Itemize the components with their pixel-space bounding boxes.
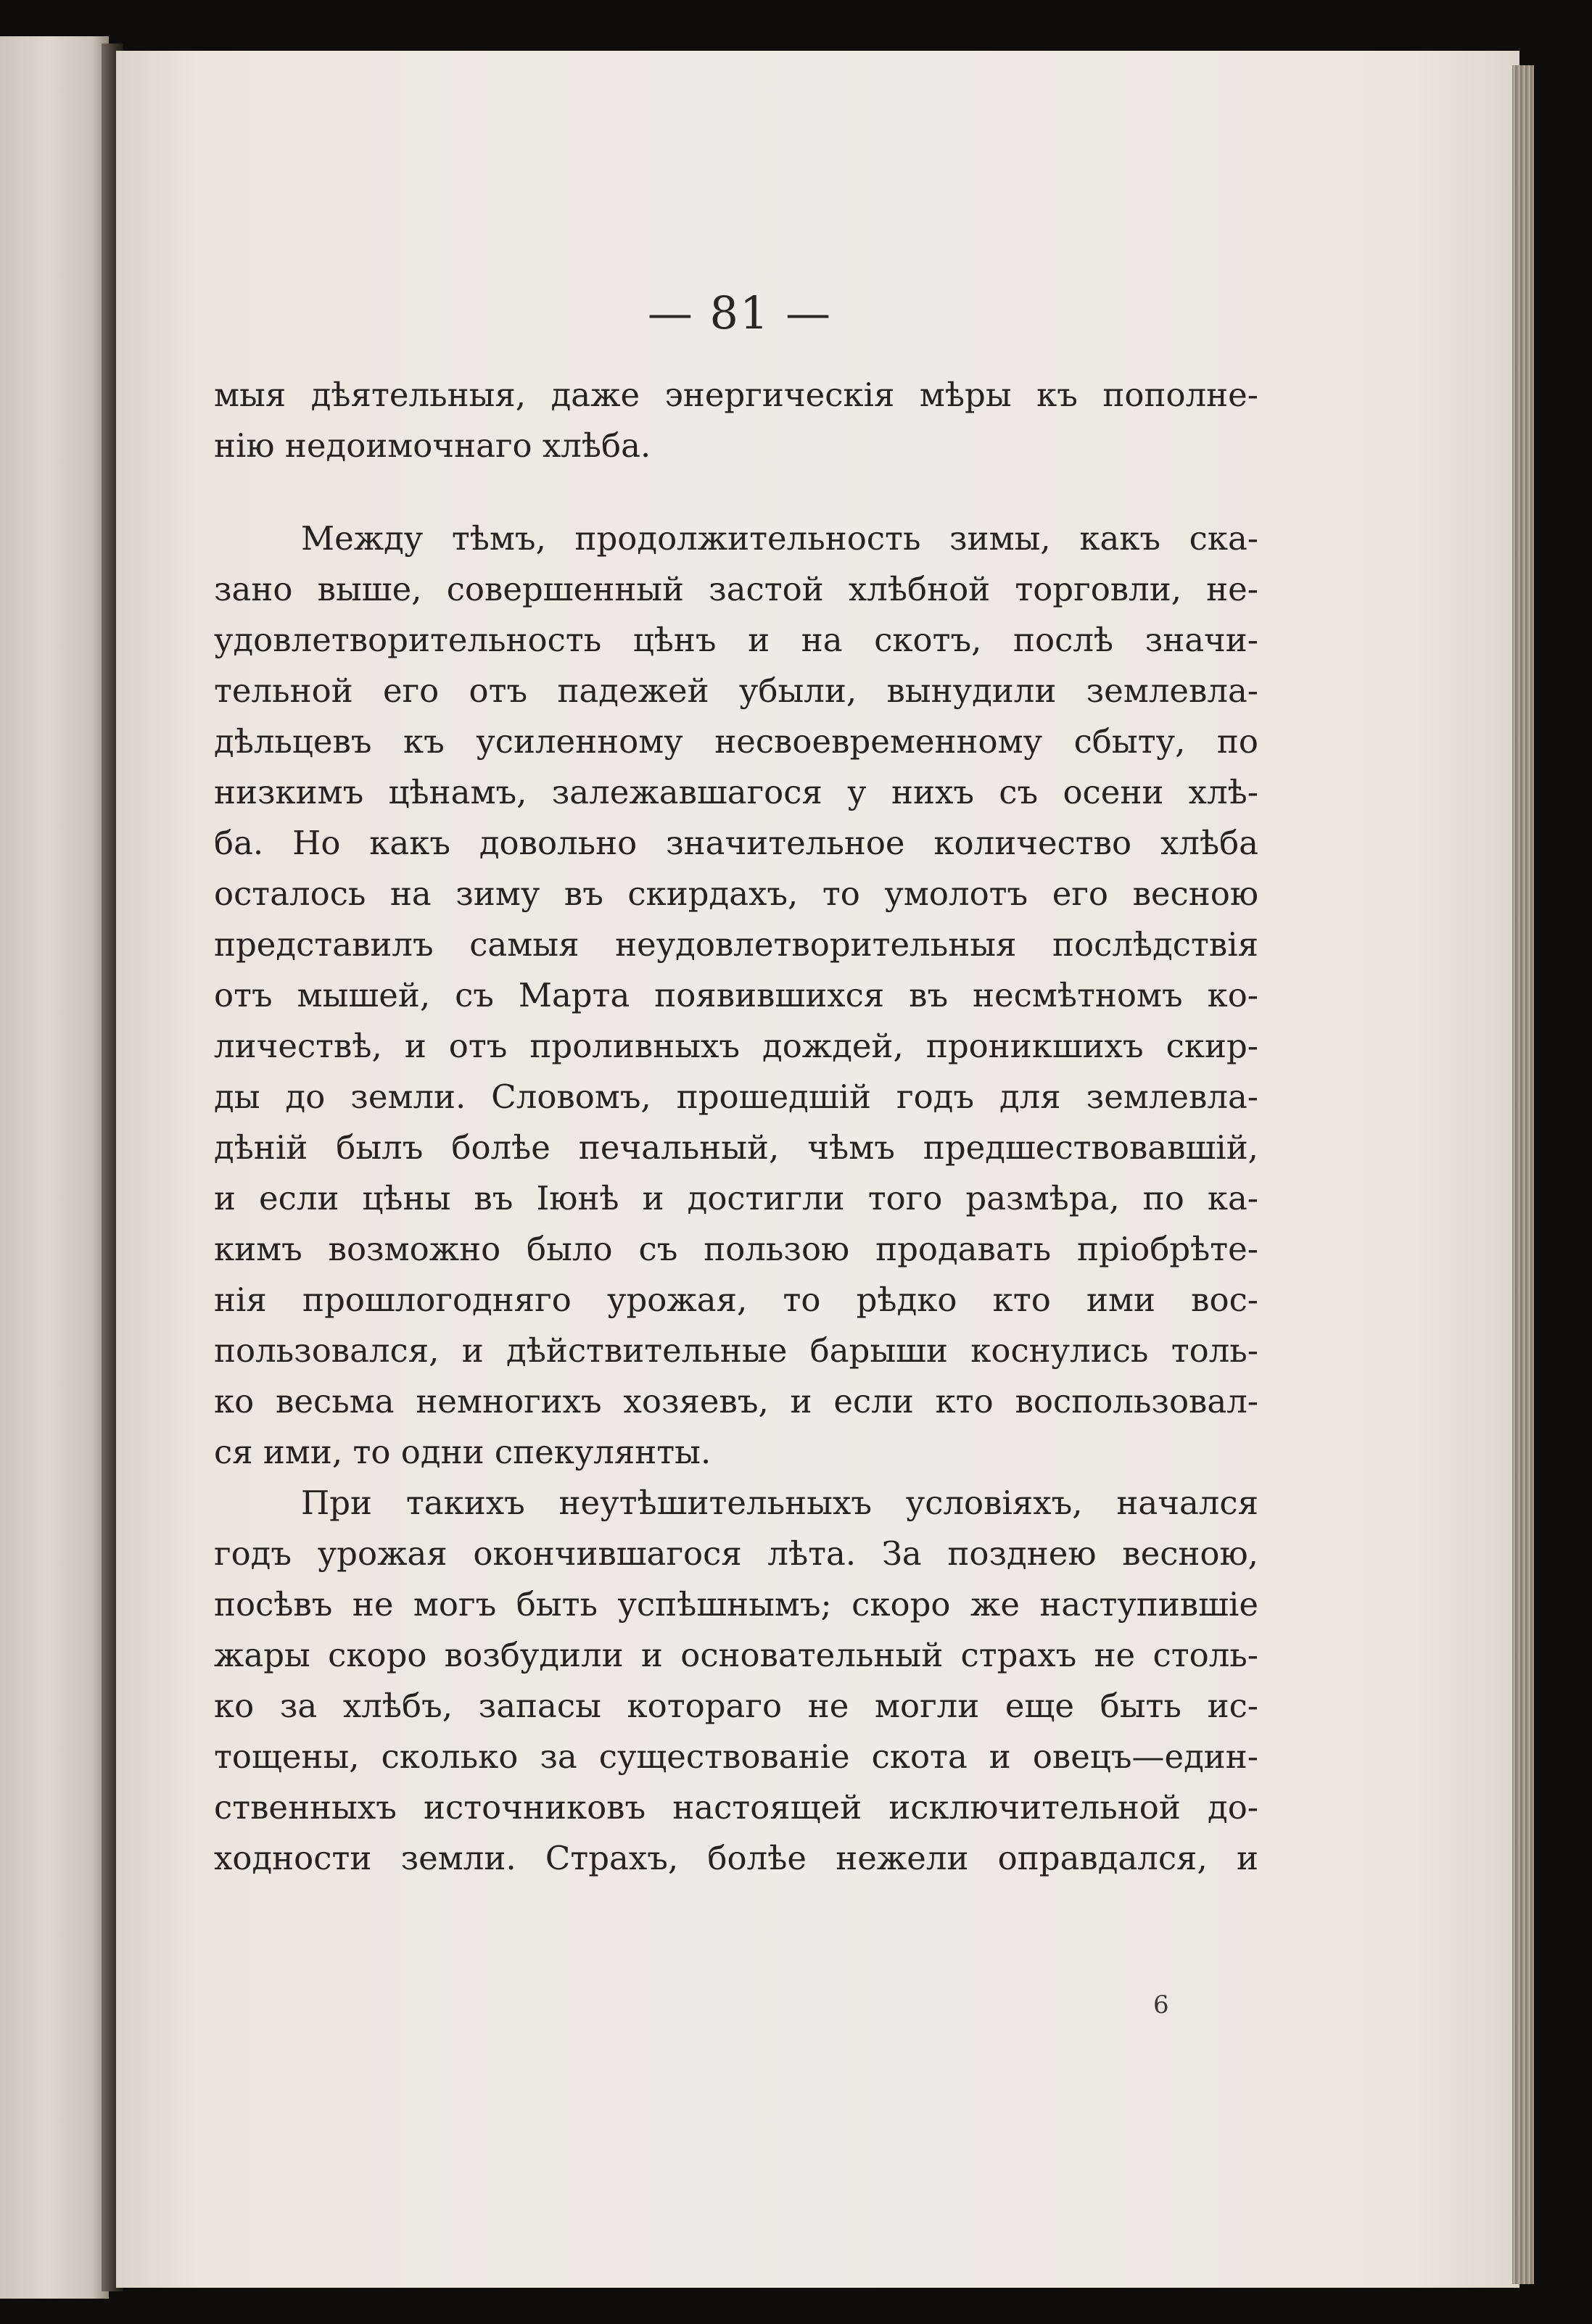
text-line: дѣльцевъ къ усиленному несвоевременному сбыту, по	[214, 722, 1258, 761]
text-line: ды до земли. Словомъ, прошедшій годъ для землевла-	[214, 1078, 1258, 1116]
text-line: зано выше, совершенный застой хлѣбной торговли, не-	[214, 570, 1258, 608]
signature-mark: 6	[1153, 1990, 1169, 2019]
text-line: ко за хлѣбъ, запасы котораго не могли еще быть ис-	[214, 1687, 1258, 1725]
paragraph-gap	[214, 471, 1258, 513]
text-line: отъ мышей, съ Марта появившихся въ несмѣтномъ ко-	[214, 976, 1258, 1014]
text-line: дѣній былъ болѣе печальный, чѣмъ предшествовавшій,	[214, 1128, 1258, 1167]
text-line: ходности земли. Страхъ, болѣе нежели оправдался, и	[214, 1839, 1258, 1877]
page-stack-edge	[1512, 65, 1534, 2284]
text-line: ко весьма немногихъ хозяевъ, и если кто воспользовал-	[214, 1382, 1258, 1421]
text-line: нія прошлогодняго урожая, то рѣдко кто ими вос-	[214, 1281, 1258, 1319]
text-line: и если цѣны въ Іюнѣ и достигли того размѣра, по ка-	[214, 1179, 1258, 1217]
text-line: тощены, сколько за существованіе скота и овецъ—един-	[214, 1737, 1258, 1776]
text-line: пользовался, и дѣйствительные барыши коснулись толь-	[214, 1331, 1258, 1370]
text-line: удовлетворительность цѣнъ и на скотъ, послѣ значи-	[214, 621, 1258, 659]
text-line: мыя дѣятельныя, даже энергическія мѣры къ пополне-	[214, 376, 1258, 414]
text-line: личествѣ, и отъ проливныхъ дождей, проникшихъ скир-	[214, 1027, 1258, 1065]
text-line: кимъ возможно было съ пользою продавать пріобрѣте-	[214, 1230, 1258, 1268]
facing-page-edge	[0, 36, 109, 2299]
text-line: годъ урожая окончившагося лѣта. За позднею весною,	[214, 1534, 1258, 1573]
text-line: тельной его отъ падежей убыли, вынудили землевла-	[214, 671, 1258, 710]
text-line: ба. Но какъ довольно значительное количество хлѣба	[214, 824, 1258, 862]
text-line: посѣвъ не могъ быть успѣшнымъ; скоро же наступившіе	[214, 1585, 1258, 1624]
page-number: — 81 —	[647, 286, 833, 339]
text-line: низкимъ цѣнамъ, залежавшагося у нихъ съ осени хлѣ-	[214, 773, 1258, 811]
text-line: ственныхъ источниковъ настоящей исключительной до-	[214, 1788, 1258, 1827]
text-line: представилъ самыя неудовлетворительныя послѣдствія	[214, 925, 1258, 964]
text-line: Между тѣмъ, продолжительность зимы, какъ ска-	[301, 519, 1258, 558]
text-line: ся ими, то одни спекулянты.	[214, 1433, 712, 1471]
text-line: осталось на зиму въ скирдахъ, то умолотъ его весною	[214, 874, 1258, 913]
body-text	[214, 370, 1258, 1884]
text-line: жары скоро возбудили и основательный страхъ не столь-	[214, 1636, 1258, 1674]
text-line: нію недоимочнаго хлѣба.	[214, 426, 651, 465]
text-line: При такихъ неутѣшительныхъ условіяхъ, начался	[301, 1484, 1258, 1522]
